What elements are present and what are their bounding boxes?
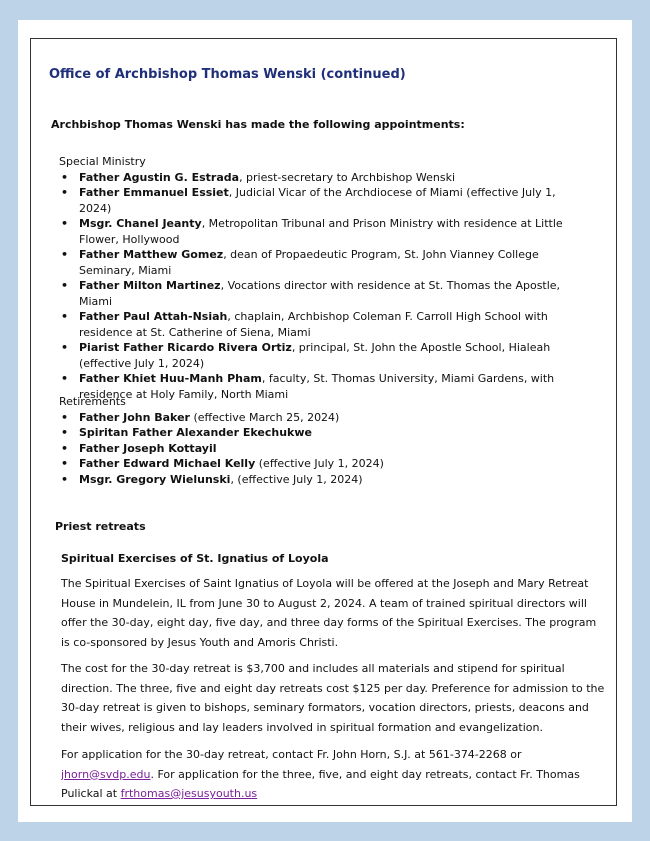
list-item [59, 441, 569, 457]
retirements-heading: Retirements [59, 395, 126, 408]
person-name: Msgr. Chanel Jeanty [79, 217, 202, 230]
contact-text-1: For application for the 30-day retreat, contact Fr. John Horn, S.J. at 561-374-2268 or [61, 748, 522, 761]
person-name: Spiritan Father Alexander Ekechukwe [79, 426, 312, 439]
person-name: Father Matthew Gomez [79, 248, 224, 261]
list-item [59, 410, 569, 426]
appointment-detail: , Judicial Vicar of the Archdiocese of Miami (effective July 1, 2024) [79, 186, 556, 215]
special-ministry-section [59, 154, 569, 402]
appointment-detail: , principal, St. John the Apostle School, Hialeah (effective July 1, 2024) [79, 341, 551, 370]
person-name: Father Emmanuel Essiet [79, 186, 229, 199]
list-item [59, 340, 569, 371]
appointment-detail: (effective March 25, 2024) [189, 410, 340, 424]
appointment-detail: , priest-secretary to Archbishop Wenski [239, 170, 456, 184]
person-name: Father Agustin G. Estrada [79, 170, 240, 184]
special-ministry-list [59, 170, 569, 403]
person-name: Father Milton Martinez [79, 279, 221, 292]
appointment-detail: , (effective July 1, 2024) [230, 472, 363, 486]
spiritual-exercises-heading: Spiritual Exercises of St. Ignatius of Loyola [61, 552, 329, 565]
person-name: Msgr. Gregory Wielunski [79, 472, 231, 486]
email-link-jhorn[interactable]: jhorn@svdp.edu [61, 767, 151, 781]
appointment-detail: , dean of Propaedeutic Program, St. John Vianney College Seminary, Miami [79, 248, 539, 277]
appointment-detail: , Vocations director with residence at St. Thomas the Apostle, Miami [79, 279, 561, 308]
list-item [59, 216, 569, 247]
retirements-list [59, 410, 569, 488]
person-name: Father Edward Michael Kelly [79, 457, 256, 470]
priest-retreats-heading: Priest retreats [55, 520, 146, 533]
retreat-paragraph-1: The Spiritual Exercises of Saint Ignatius of Loyola will be offered at the Joseph and Mary Retreat House in Mundelein, IL from June 30 to August 2, 2024. A team of trained spiritual directors will offer the 30-day, eight day, five day, and three day forms of the Spiritual Exercises. The program is co-sponsored by Jesus Youth and Amoris Christi. [61, 577, 597, 649]
list-item [59, 456, 569, 472]
appointment-detail: , Metropolitan Tribunal and Prison Ministry with residence at Little Flower, Hollywood [79, 217, 563, 246]
list-item [59, 278, 569, 309]
appointment-detail: (effective July 1, 2024) [255, 457, 384, 470]
contact-text-2: . For application for the three, five, and eight day retreats, contact Fr. Thomas Pulickal at [61, 767, 580, 800]
page [18, 20, 632, 822]
list-item [59, 170, 569, 186]
appointment-detail: , faculty, St. Thomas University, Miami Gardens, with residence at Holy Family, North Miami [79, 372, 555, 401]
person-name: Piarist Father Ricardo Rivera Ortiz [79, 341, 292, 354]
person-name: Father Paul Attah-Nsiah [79, 310, 228, 323]
person-name: Father John Baker [79, 410, 190, 424]
content-box [30, 38, 617, 806]
list-item [59, 247, 569, 278]
page-title: Office of Archbishop Thomas Wenski (continued) [49, 67, 406, 82]
list-item [59, 425, 569, 441]
list-item [59, 472, 569, 488]
special-ministry-heading: Special Ministry [59, 155, 146, 168]
email-link-frthomas[interactable]: frthomas@jesusyouth.us [120, 787, 258, 800]
list-item [59, 309, 569, 340]
list-item [59, 185, 569, 216]
retreat-paragraph-2: The cost for the 30-day retreat is $3,700 and includes all materials and stipend for spiritual direction. The three, five and eight day retreats cost $125 per day. Preference for admission to the 30-day retreat is given to bishops, seminary formators, vocation directors, priests, deacons and their wives, religious and lay leaders involved in spiritual formation and evangelization. [61, 662, 605, 734]
intro-heading: Archbishop Thomas Wenski has made the following appointments: [51, 118, 465, 131]
retirements-section [59, 394, 569, 487]
appointment-detail: , chaplain, Archbishop Coleman F. Carroll High School with residence at St. Catherine of Siena, Miami [79, 310, 548, 339]
person-name: Father Joseph Kottayil [79, 441, 217, 455]
retreat-paragraph-3 [61, 745, 606, 804]
person-name: Father Khiet Huu-Manh Pham [79, 372, 262, 385]
